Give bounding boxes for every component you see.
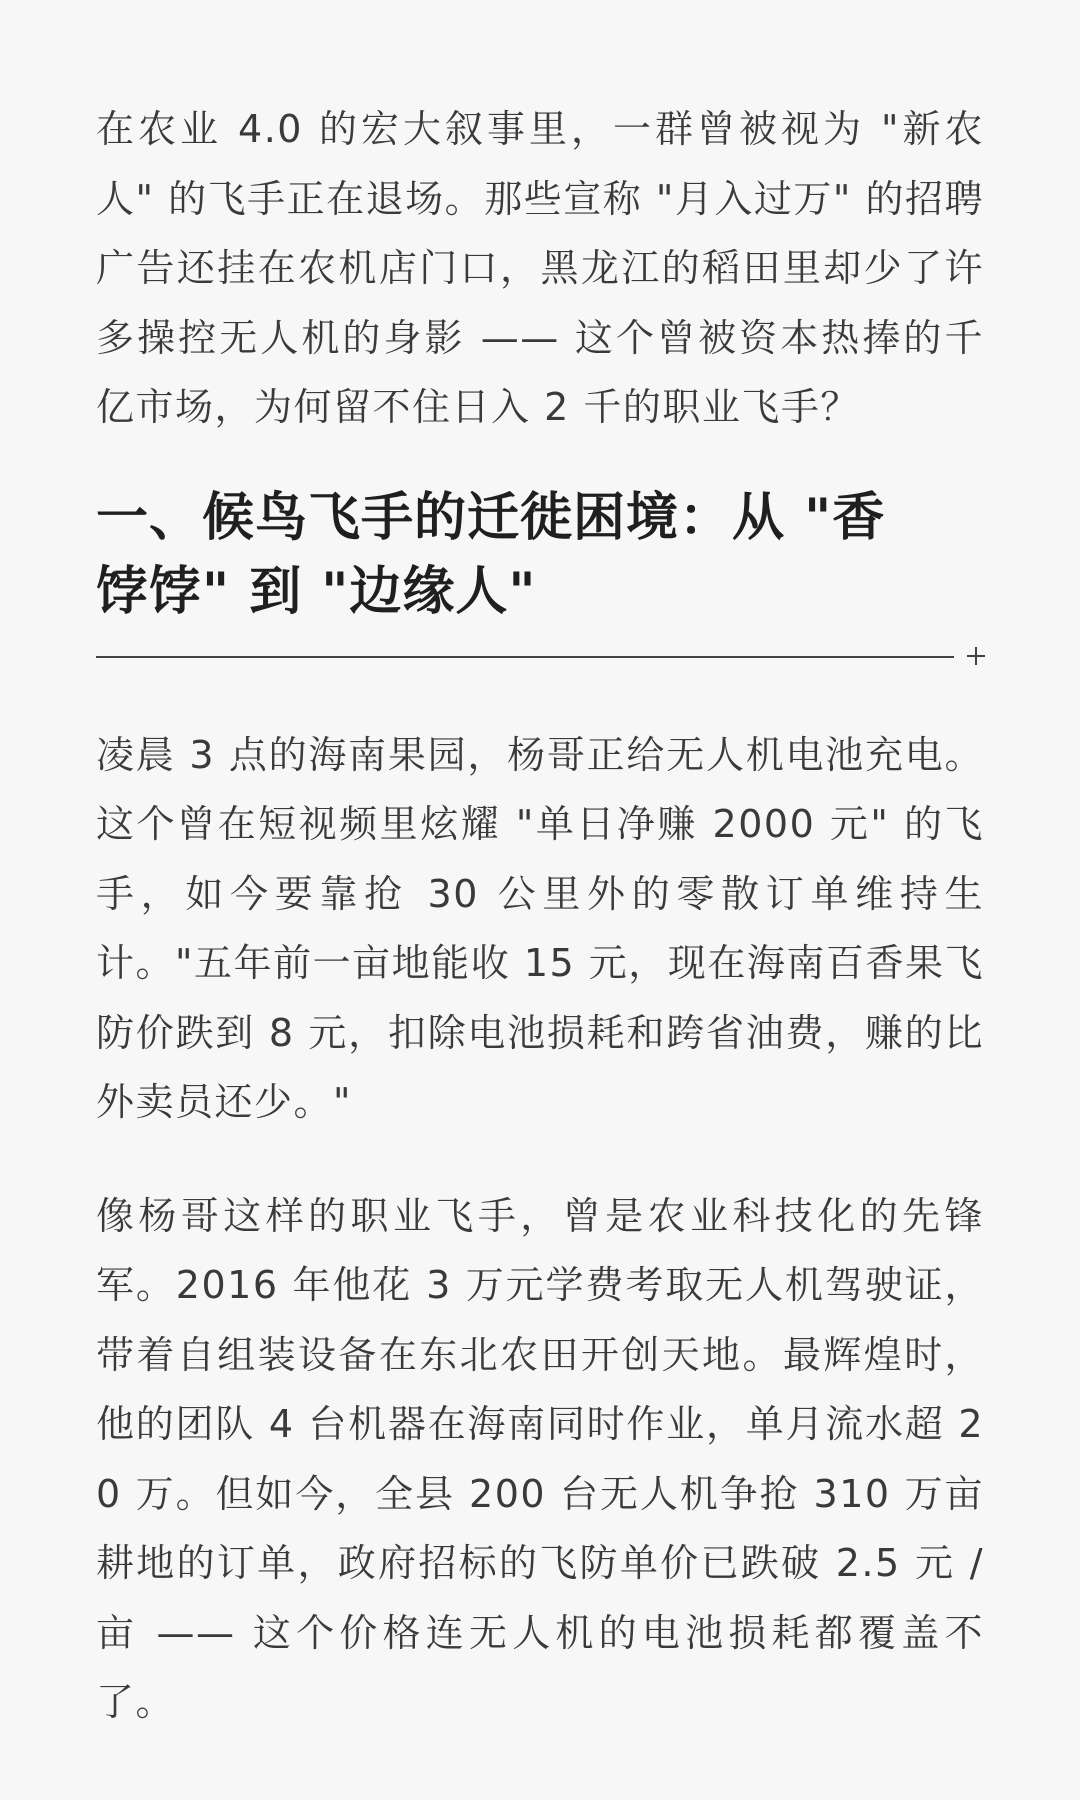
section-divider	[96, 637, 984, 677]
section-heading: 一、候鸟飞手的迁徙困境：从 "香饽饽" 到 "边缘人"	[96, 487, 886, 622]
plus-icon	[966, 646, 986, 666]
divider-line	[96, 656, 954, 658]
body-paragraph-1: 凌晨 3 点的海南果园，杨哥正给无人机电池充电。这个曾在短视频里炫耀 "单日净赚 2000 元" 的飞手，如今要靠抢 30 公里外的零散订单维持生计。"五年前一亩地能收 15 元，现在海南百香果飞防价跌到 8 元，扣除电池损耗和跨省油费，赚的比外卖员还少。"	[96, 732, 984, 1124]
article-body	[96, 95, 984, 1738]
body-paragraph-2: 像杨哥这样的职业飞手，曾是农业科技化的先锋军。2016 年他花 3 万元学费考取无人机驾驶证，带着自组装设备在东北农田开创天地。最辉煌时，他的团队 4 台机器在海南同时作业，单月流水超 20 万。但如今，全县 200 台无人机争抢 310 万亩耕地的订单，政府招标的飞防单价已跌破 2.5 元 / 亩 —— 这个价格连无人机的电池损耗都覆盖不了。	[96, 1193, 984, 1724]
intro-paragraph: 在农业 4.0 的宏大叙事里，一群曾被视为 "新农人" 的飞手正在退场。那些宣称 "月入过万" 的招聘广告还挂在农机店门口，黑龙江的稻田里却少了许多操控无人机的身影 —— 这个曾被资本热捧的千亿市场，为何留不住日入 2 千的职业飞手？	[96, 107, 984, 429]
